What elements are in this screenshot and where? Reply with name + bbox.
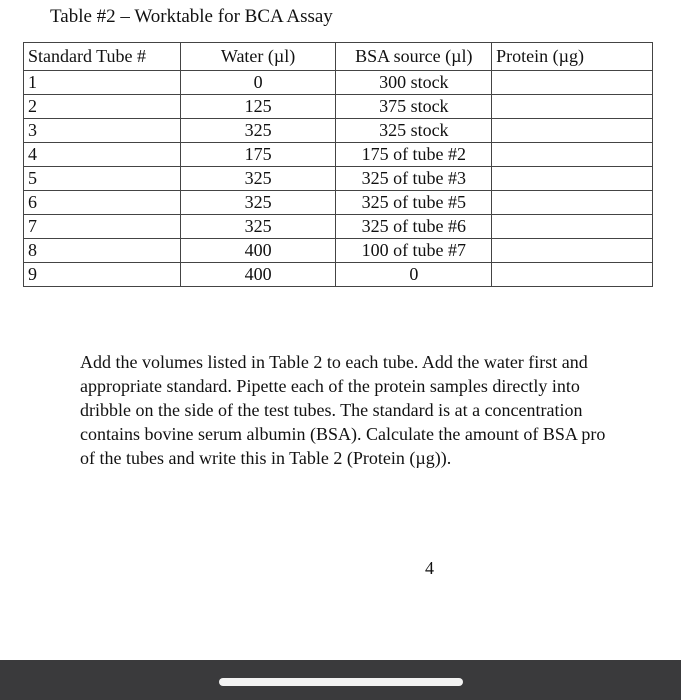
cell-bsa-source: 325 of tube #5 — [336, 191, 492, 215]
cell-protein — [492, 191, 653, 215]
table-row — [24, 191, 653, 215]
cell-tube-number: 8 — [24, 239, 181, 263]
table-row — [24, 71, 653, 95]
table-row — [24, 215, 653, 239]
paragraph-line: contains bovine serum albumin (BSA). Calculate the amount of BSA pro — [80, 424, 606, 444]
cell-bsa-source: 375 stock — [336, 95, 492, 119]
cell-bsa-source: 325 stock — [336, 119, 492, 143]
bca-worktable — [23, 42, 653, 287]
paragraph-line: appropriate standard. Pipette each of the protein samples directly into — [80, 376, 580, 396]
table-body — [24, 71, 653, 287]
cell-tube-number: 4 — [24, 143, 181, 167]
cell-water: 125 — [180, 95, 336, 119]
header-standard-tube: Standard Tube # — [24, 43, 181, 71]
paragraph-line: Add the volumes listed in Table 2 to each tube. Add the water first and — [80, 352, 588, 372]
cell-bsa-source: 300 stock — [336, 71, 492, 95]
table-row — [24, 263, 653, 287]
cell-tube-number: 9 — [24, 263, 181, 287]
cell-water: 175 — [180, 143, 336, 167]
cell-bsa-source: 175 of tube #2 — [336, 143, 492, 167]
cell-water: 400 — [180, 239, 336, 263]
cell-water: 400 — [180, 263, 336, 287]
page-number: 4 — [425, 558, 434, 578]
cell-bsa-source: 325 of tube #6 — [336, 215, 492, 239]
cell-water: 325 — [180, 167, 336, 191]
table-row — [24, 119, 653, 143]
paragraph-line: dribble on the side of the test tubes. The standard is at a concentration — [80, 400, 583, 420]
header-bsa-source: BSA source (µl) — [336, 43, 492, 71]
instructions-paragraph — [80, 350, 681, 470]
paragraph-line: of the tubes and write this in Table 2 (Protein (µg)). — [80, 448, 452, 468]
cell-protein — [492, 95, 653, 119]
table-title: Table #2 – Worktable for BCA Assay — [50, 6, 333, 27]
cell-tube-number: 1 — [24, 71, 181, 95]
cell-water: 0 — [180, 71, 336, 95]
cell-protein — [492, 143, 653, 167]
cell-water: 325 — [180, 191, 336, 215]
home-indicator[interactable] — [219, 678, 463, 686]
cell-tube-number: 6 — [24, 191, 181, 215]
table-row — [24, 143, 653, 167]
cell-bsa-source: 325 of tube #3 — [336, 167, 492, 191]
table-row — [24, 95, 653, 119]
cell-bsa-source: 0 — [336, 263, 492, 287]
cell-tube-number: 7 — [24, 215, 181, 239]
cell-protein — [492, 215, 653, 239]
cell-protein — [492, 239, 653, 263]
cell-tube-number: 5 — [24, 167, 181, 191]
table-row — [24, 239, 653, 263]
cell-protein — [492, 71, 653, 95]
cell-protein — [492, 167, 653, 191]
table-row — [24, 167, 653, 191]
table-header-row — [24, 43, 653, 71]
cell-water: 325 — [180, 215, 336, 239]
cell-water: 325 — [180, 119, 336, 143]
cell-protein — [492, 119, 653, 143]
cell-bsa-source: 100 of tube #7 — [336, 239, 492, 263]
cell-tube-number: 3 — [24, 119, 181, 143]
cell-tube-number: 2 — [24, 95, 181, 119]
header-protein: Protein (µg) — [492, 43, 653, 71]
cell-protein — [492, 263, 653, 287]
header-water: Water (µl) — [180, 43, 336, 71]
